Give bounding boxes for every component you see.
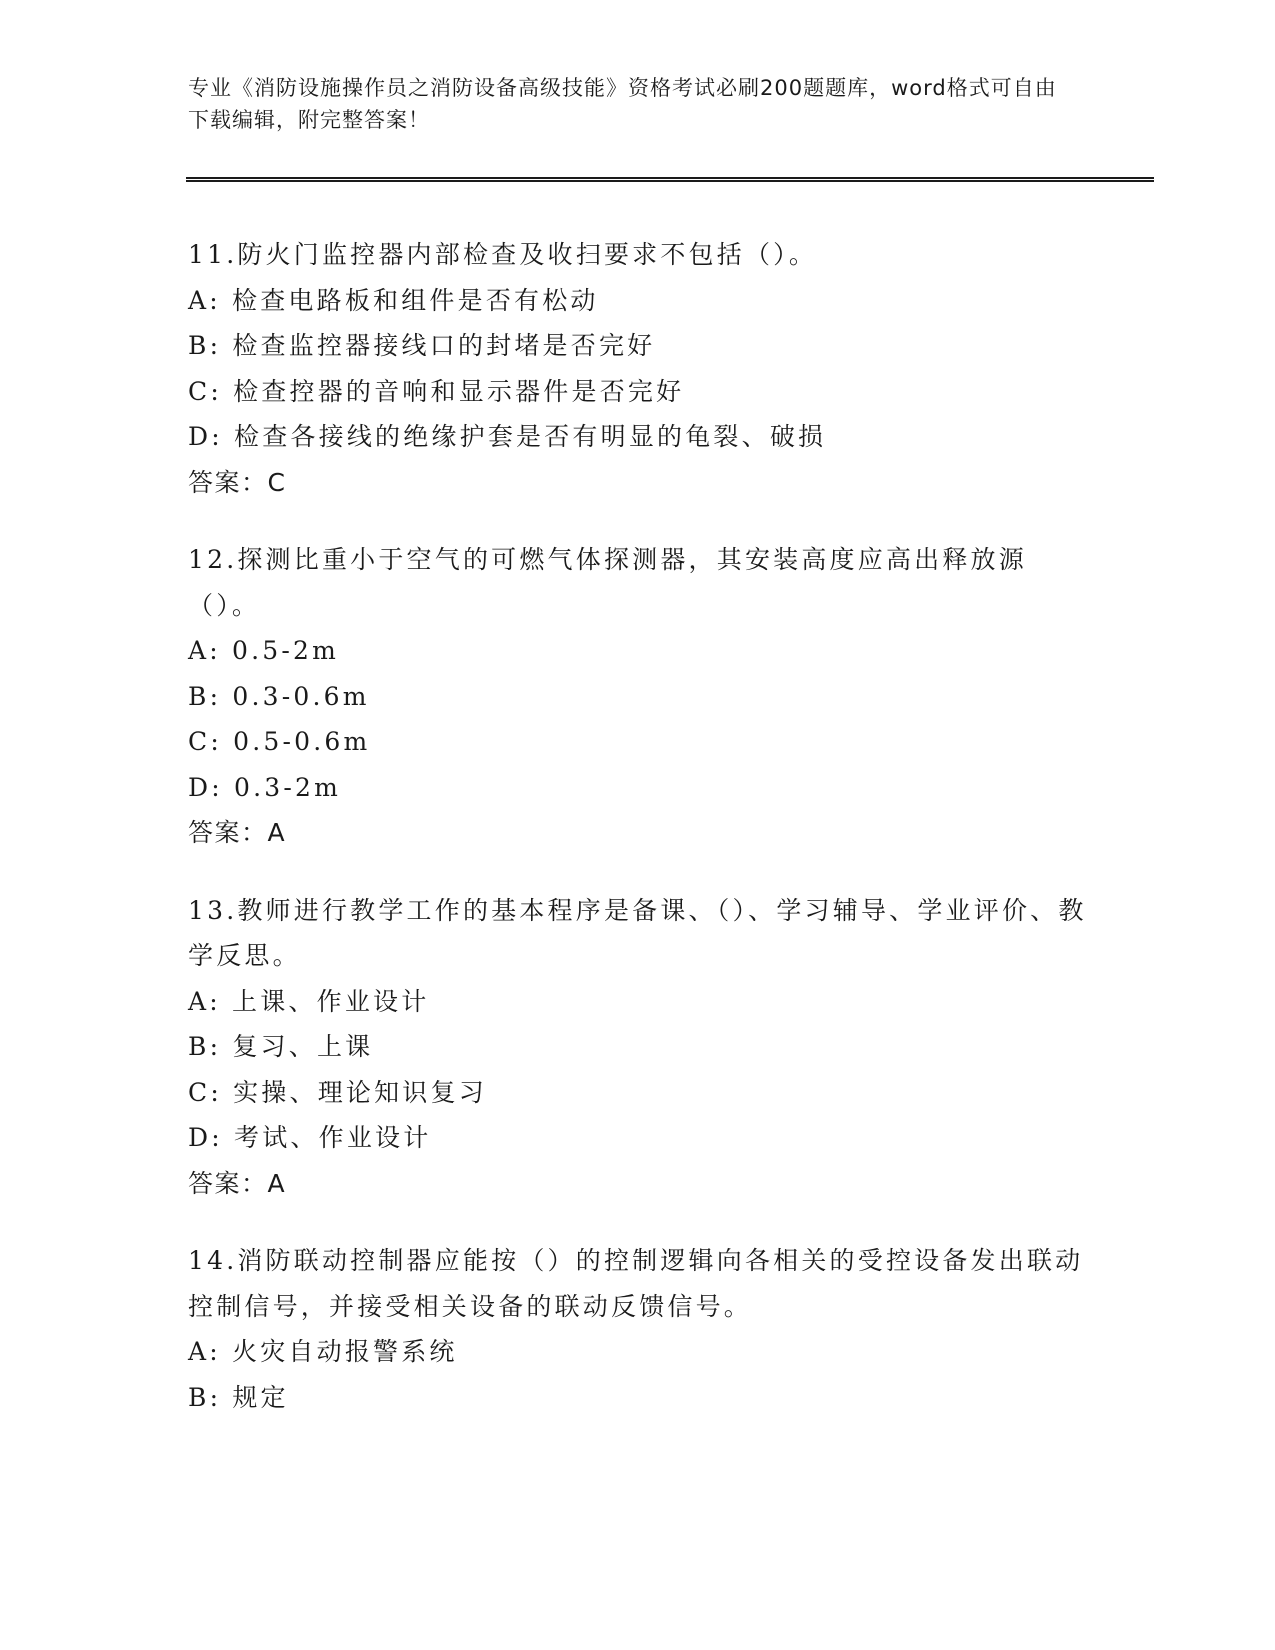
question-option-c: C: 检查控器的音响和显示器件是否完好 bbox=[188, 376, 685, 406]
question-option-b: B: 检查监控器接线口的封堵是否完好 bbox=[188, 331, 656, 360]
question-item bbox=[188, 232, 1088, 505]
question-item bbox=[188, 537, 1088, 856]
question-option-b: B: 规定 bbox=[188, 1382, 289, 1412]
question-option-d: D: 0.3-2m bbox=[188, 772, 342, 802]
question-option-b: B: 0.3-0.6m bbox=[188, 681, 370, 711]
question-option-a: A: 上课、作业设计 bbox=[188, 986, 430, 1016]
question-item bbox=[188, 1238, 1088, 1420]
question-option-a: A: 0.5-2m bbox=[188, 636, 340, 665]
question-stem: 13.教师进行教学工作的基本程序是备课、（）、学习辅导、学业评价、教学反思。 bbox=[188, 895, 1087, 970]
question-stem: 12.探测比重小于空气的可燃气体探测器，其安装高度应高出释放源（）。 bbox=[188, 545, 1027, 620]
header-divider bbox=[186, 177, 1154, 182]
document-header: 专业《消防设施操作员之消防设备高级技能》资格考试必刷200题题库，word格式可自由下载编辑，附完整答案！ bbox=[188, 76, 1057, 132]
question-stem: 11.防火门监控器内部检查及收扫要求不包括（）。 bbox=[188, 240, 818, 269]
question-stem: 14.消防联动控制器应能按（）的控制逻辑向各相关的受控设备发出联动控制信号，并接受相关设备的联动反馈信号。 bbox=[188, 1246, 1084, 1321]
question-answer: 答案：C bbox=[188, 467, 287, 497]
question-item bbox=[188, 888, 1088, 1207]
question-option-a: A: 检查电路板和组件是否有松动 bbox=[188, 285, 599, 315]
question-option-c: C: 0.5-0.6m bbox=[188, 727, 371, 756]
question-option-b: B: 复习、上课 bbox=[188, 1032, 374, 1061]
question-option-d: D: 考试、作业设计 bbox=[188, 1123, 432, 1152]
question-list bbox=[188, 232, 1088, 1452]
question-answer: 答案：A bbox=[188, 818, 287, 847]
question-option-a: A: 火灾自动报警系统 bbox=[188, 1337, 458, 1366]
question-option-d: D: 检查各接线的绝缘护套是否有明显的龟裂、破损 bbox=[188, 422, 827, 451]
question-option-c: C: 实操、理论知识复习 bbox=[188, 1077, 487, 1107]
question-answer: 答案：A bbox=[188, 1168, 287, 1198]
